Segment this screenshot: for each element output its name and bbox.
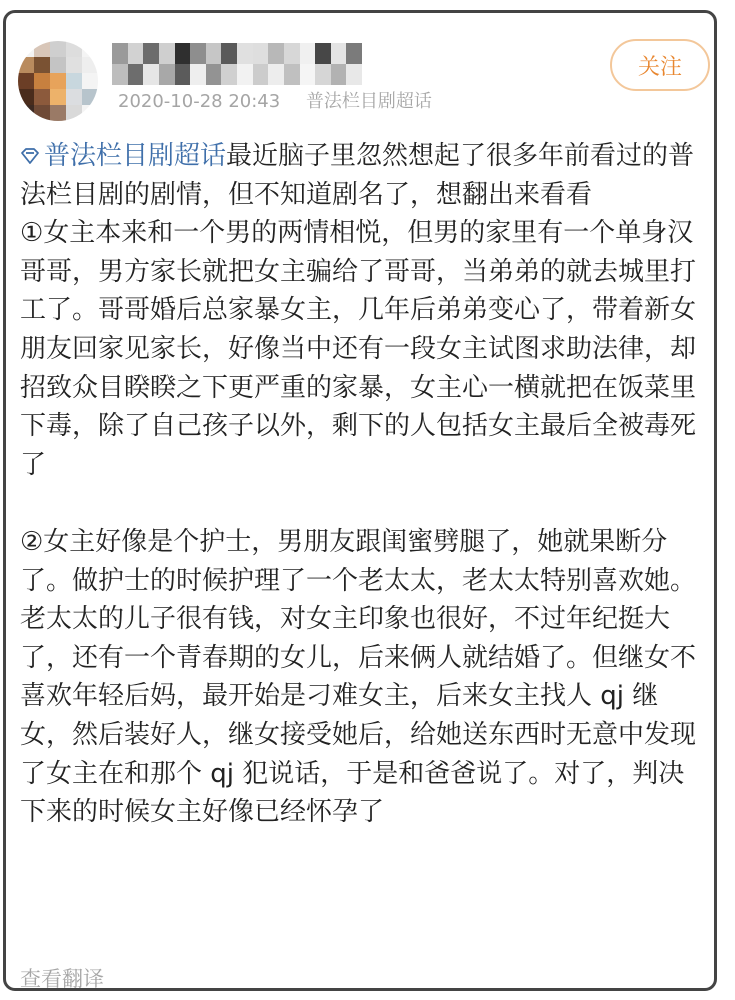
username-pixel <box>300 43 316 64</box>
avatar-pixel <box>34 89 50 105</box>
topic-link-label[interactable]: 普法栏目剧超话 <box>44 141 227 171</box>
story-1: ①女主本来和一个男的两情相悦，但男的家里有一个单身汉哥哥，男方家长就把女主骗给了哥哥，当弟弟的就去城里打工了。哥哥婚后总家暴女主，几年后弟弟变心了，带着新女朋友回家见家长，好像当中还有一段女主试图求助法律，却招致众目睽睽之下更严重的家暴，女主心一横就把在饭菜里下毒，除了自己孩子以外，剩下的人包括女主最后全被毒死了 <box>20 218 697 480</box>
avatar-pixel <box>18 73 34 89</box>
weibo-post-card <box>3 10 717 991</box>
blank-line <box>20 484 710 523</box>
avatar-pixel <box>18 89 34 105</box>
username-pixelated[interactable] <box>112 43 362 85</box>
username-pixel <box>237 43 253 64</box>
username-pixel <box>175 64 191 85</box>
avatar-pixel <box>82 73 98 89</box>
username-pixel <box>221 64 237 85</box>
username-pixel <box>237 64 253 85</box>
avatar-pixel <box>82 105 98 121</box>
story-2: ②女主好像是个护士，男朋友跟闺蜜劈腿了，她就果断分了。做护士的时候护理了一个老太太，老太太特别喜欢她。老太太的儿子很有钱，对女主印象也很好，不过年纪挺大了，还有一个青春期的女儿，后来俩人就结婚了。但继女不喜欢年轻后妈，最开始是刁难女主，后来女主找人 qj 继女，然后装好人，继女接受她后，给她送东西时无意中发现了女主在和那个 qj 犯说话，于是和爸爸说了。对了，判决下来的时候女主好像已经怀孕了 <box>20 526 697 828</box>
intro-text: 最近脑子里忽然想起了很多年前看过的普法栏目剧的剧情，但不知道剧名了，想翻出来看看 <box>20 141 695 210</box>
avatar-pixel <box>66 57 82 73</box>
intro-paragraph <box>20 137 710 214</box>
avatar-pixel <box>50 41 66 57</box>
username-pixel <box>112 43 128 64</box>
username-pixel <box>190 64 206 85</box>
avatar[interactable] <box>18 41 98 121</box>
follow-button[interactable]: 关注 <box>610 39 710 91</box>
username-pixel <box>206 64 222 85</box>
avatar-pixel <box>50 73 66 89</box>
avatar-pixel <box>18 105 34 121</box>
topic-link[interactable] <box>20 141 226 171</box>
username-pixel <box>346 43 362 64</box>
avatar-pixel <box>82 89 98 105</box>
post-body <box>20 137 710 832</box>
avatar-pixel <box>50 57 66 73</box>
avatar-pixel <box>82 41 98 57</box>
username-pixel <box>331 43 347 64</box>
avatar-pixel <box>66 89 82 105</box>
username-pixel <box>190 43 206 64</box>
avatar-pixel <box>34 57 50 73</box>
username-pixel <box>253 43 269 64</box>
username-pixel <box>221 43 237 64</box>
username-pixel <box>315 64 331 85</box>
avatar-pixel <box>18 57 34 73</box>
timestamp: 2020-10-28 20:43 <box>118 91 281 112</box>
username-pixel <box>175 43 191 64</box>
username-pixel <box>284 64 300 85</box>
username-pixel <box>128 43 144 64</box>
username-pixel <box>331 64 347 85</box>
username-pixel <box>206 43 222 64</box>
username-pixel <box>315 43 331 64</box>
avatar-pixel <box>66 105 82 121</box>
username-pixel <box>143 64 159 85</box>
username-pixel <box>268 43 284 64</box>
avatar-pixel <box>18 41 34 57</box>
avatar-pixel <box>50 105 66 121</box>
username-pixel <box>159 43 175 64</box>
avatar-pixel <box>34 105 50 121</box>
username-pixel <box>253 64 269 85</box>
avatar-pixel <box>34 41 50 57</box>
username-pixel <box>112 64 128 85</box>
username-pixel <box>300 64 316 85</box>
avatar-pixel <box>50 89 66 105</box>
username-pixel <box>159 64 175 85</box>
username-pixel <box>128 64 144 85</box>
avatar-pixel <box>66 73 82 89</box>
post-source[interactable]: 普法栏目剧超话 <box>305 91 432 112</box>
avatar-pixel <box>34 73 50 89</box>
avatar-pixel <box>66 41 82 57</box>
view-translation-link[interactable]: 查看翻译 <box>20 967 104 991</box>
avatar-pixel <box>82 57 98 73</box>
username-pixel <box>268 64 284 85</box>
username-pixel <box>346 64 362 85</box>
super-topic-diamond-icon <box>20 146 40 166</box>
username-pixel <box>143 43 159 64</box>
post-meta <box>118 87 452 113</box>
username-pixel <box>284 43 300 64</box>
